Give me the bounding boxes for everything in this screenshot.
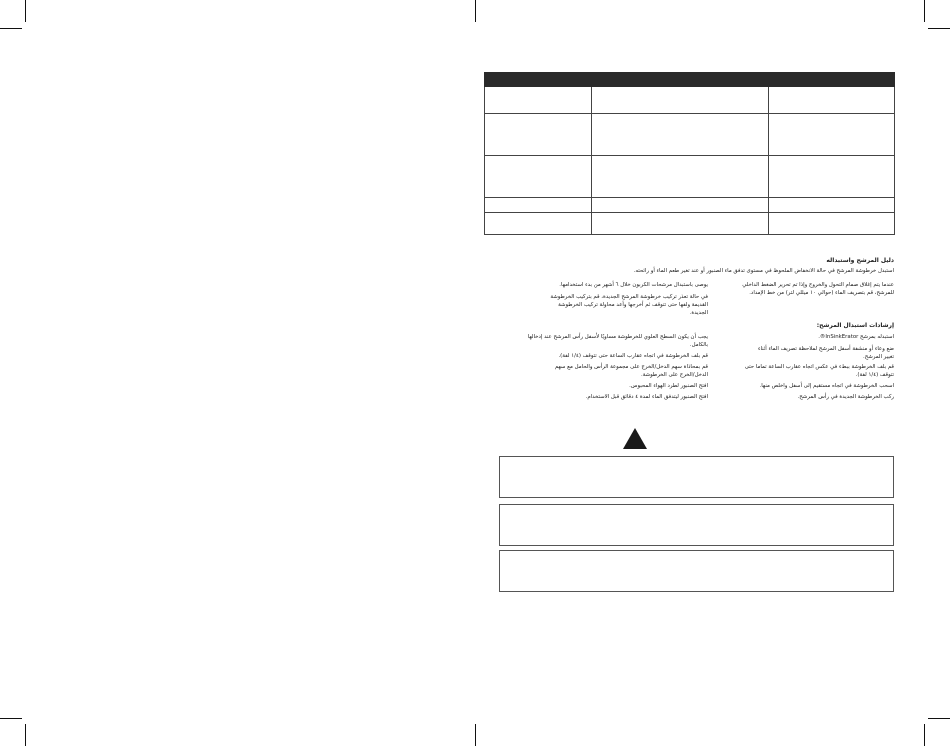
replace-right-step: قم بلف الخرطوشة ببطء في عكس اتجاه عقارب الساعة تماما حتى <box>744 364 894 370</box>
filter-guide-title: دليل المرشح واستبداله <box>826 257 894 264</box>
table-header-cell <box>769 73 895 87</box>
table-cell <box>485 87 592 114</box>
crop-mark <box>924 724 925 746</box>
table-cell <box>592 87 769 114</box>
crop-mark <box>25 0 26 22</box>
crop-mark <box>25 724 26 746</box>
table-cell <box>769 87 895 114</box>
replace-left-step: قم بلف الخرطوشة في اتجاه عقارب الساعة حتى تتوقف (١/٤ لفة). <box>558 353 708 359</box>
table-cell <box>485 198 592 213</box>
table-header-row <box>485 73 895 87</box>
table-header-cell <box>592 73 769 87</box>
replace-right-step: تتوقف (١/٤ لفة). <box>855 372 894 378</box>
table-row <box>485 156 895 198</box>
notice-box <box>499 550 894 592</box>
warning-triangle-icon <box>623 428 647 449</box>
replace-left-step: قم بمحاذاة سهم الدخل/الخرج على مجموعة الرأس والحامل مع سهم <box>554 364 708 370</box>
table-cell <box>592 213 769 235</box>
table-cell <box>769 156 895 198</box>
filter-guide-intro: استبدل خرطوشة المرشح في حالة الانخفاض الملحوظ في مستوى تدفق ماء الصنبور أو عند تغير طعم الماء أو رائحته. <box>633 268 894 274</box>
replace-right-step: ضع وعاء أو منشفة أسفل المرشح لملاحظة تصريف الماء أثناء <box>757 346 894 352</box>
table-cell <box>769 198 895 213</box>
replace-left-step: افتح الصنبور ليتدفق الماء لمدة ٤ دقائق قبل الاستخدام. <box>585 394 708 400</box>
table-row <box>485 87 895 114</box>
table-cell <box>592 198 769 213</box>
crop-mark <box>928 28 950 29</box>
replace-right-step: اسحب الخرطوشة في اتجاه مستقيم إلى أسفل واخلص منها. <box>759 383 894 389</box>
replace-left-step: بالكامل. <box>689 342 708 348</box>
table-header-cell <box>485 73 592 87</box>
notice-box <box>499 504 894 546</box>
notice-box <box>499 456 894 498</box>
table-row <box>485 213 895 235</box>
guide-left-line: يوصى باستبدال مرشحات الكربون خلال ٦ أشهر من بدء استخدامها. <box>559 282 708 288</box>
replace-right-step: ركب الخرطوشة الجديدة في رأس المرشح. <box>797 394 894 400</box>
replace-left-step: الدخل/الخرج على الخرطوشة. <box>641 372 708 378</box>
guide-left-line: في حالة تعذر تركيب خرطوشة المرشح الجديدة، قم بتركيب الخرطوشة <box>550 294 708 300</box>
spec-table <box>484 72 895 235</box>
crop-mark <box>928 718 950 719</box>
table-cell <box>485 213 592 235</box>
crop-mark <box>0 28 22 29</box>
replace-right-step: استبدله بمرشح InSinkErator®. <box>818 334 894 340</box>
table-cell <box>592 156 769 198</box>
table-cell <box>769 213 895 235</box>
crop-mark <box>0 718 22 719</box>
guide-left-line: القديمة ولفها حتى تتوقف ثم أخرجها وأعد محاولة تركيب الخرطوشة <box>558 302 708 308</box>
crop-mark <box>475 0 476 22</box>
replacement-title: إرشادات استبدال المرشح: <box>816 322 894 329</box>
guide-right-line: عندما يتم إغلاق صمام التحول والخروج وإذا تم تحرير الضغط الداخلي <box>742 282 894 288</box>
replace-right-step: تغيير المرشح. <box>863 354 894 360</box>
table-cell <box>485 156 592 198</box>
table-row <box>485 198 895 213</box>
table-row <box>485 114 895 156</box>
guide-left-line: الجديدة. <box>689 310 708 316</box>
replace-left-step: يجب أن يكون السطح العلوي للخرطوشة مساويًا لأسفل رأس المرشح عند إدخالها <box>527 334 708 340</box>
table-cell <box>592 114 769 156</box>
guide-right-line: للمرشح، قم بتصريف الماء (حوالي ١٠ ميللي لتر) من خط الإمداد. <box>749 290 894 296</box>
crop-mark <box>475 724 476 746</box>
table-cell <box>769 114 895 156</box>
replace-left-step: افتح الصنبور لطرد الهواء المحبوس. <box>629 383 708 389</box>
table-cell <box>485 114 592 156</box>
crop-mark <box>924 0 925 22</box>
